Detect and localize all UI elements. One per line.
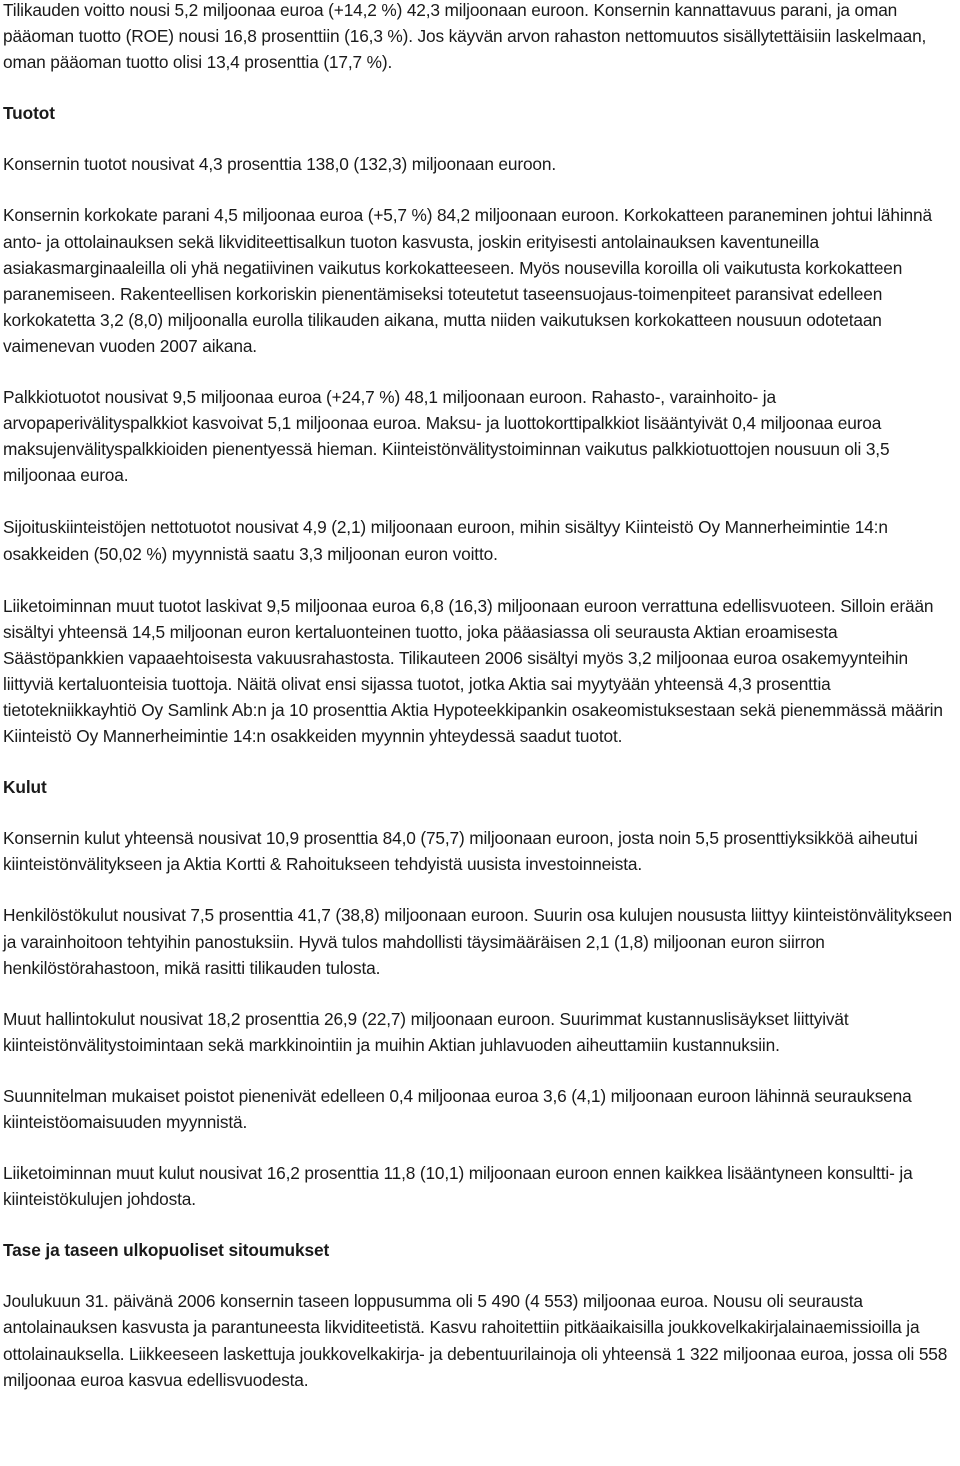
paragraph-staff-costs: Henkilöstökulut nousivat 7,5 prosenttia 41,7 (38,8) miljoonaan euroon. Suurin osa kulujen noususta liittyy kiinteistönvälitykseen ja varainhoitoon tehtyihin panostuksiin. Hyvä tulos mahdollisti täysimääräisen 2,1 (1,8) miljoonan euron siirron henkilöstörahastoon, mikä rasitti tilikauden tulosta. [3,905,952,978]
heading-tuotot: Tuotot [3,103,55,124]
paragraph-commission-income: Palkkiotuotot nousivat 9,5 miljoonaa euroa (+24,7 %) 48,1 miljoonaan euroon. Rahasto-, varainhoito- ja arvopaperivälityspalkkiot kasvoivat 5,1 miljoonaa euroa. Maksu- ja luottokorttipalkkiot lisääntyivät 0,4 miljoonaa euroa maksujenvälityspalkkioiden pienentyessä hieman. Kiinteistönvälitystoiminnan vaikutus palkkiotuottojen nousuun oli 3,5 miljoonaa euroa. [3,387,890,486]
paragraph-other-operating-income: Liiketoiminnan muut tuotot laskivat 9,5 miljoonaa euroa 6,8 (16,3) miljoonaan euroon verrattuna edellisvuoteen. Silloin erään sisältyi yhteensä 14,5 miljoonan euron kertaluonteinen tuotto, joka pääasiassa oli seurausta Aktian eroamisesta Säästöpankkien vapaaehtoisesta vakuusrahastosta. Tilikauteen 2006 sisältyi myös 3,2 miljoonaa euroa osakemyynteihin liittyviä kertaluonteisia tuottoja. Näitä olivat ensi sijassa tuotot, jotka Aktia sai myytyään yhteensä 4,3 prosenttia tietotekniikkayhtiö Oy Samlink Ab:n ja 10 prosenttia Aktia Hypoteekkipankin osakeomistuksestaan sekä pienemmässä määrin Kiinteistö Oy Mannerheimintie 14:n osakkeiden myynnin yhteydessä saadut tuotot. [3,595,943,747]
paragraph-income: Konsernin tuotot nousivat 4,3 prosenttia 138,0 (132,3) miljoonaan euroon. [3,154,556,175]
paragraph-balance-sheet-total: Joulukuun 31. päivänä 2006 konsernin taseen loppusumma oli 5 490 (4 553) miljoonaa euroa. Nousu oli seurausta antolainauksen kasvusta ja parantuneesta likviditeetistä. Kasvu rahoitettiin pitkäaikaisilla joukkovelkakirjalainaemissioilla ja ottolainauksella. Liikkeeseen laskettuja joukkovelkakirja- ja debentuurilainoja oli yhteensä 1 322 miljoonaa euroa, jossa oli 558 miljoonaa euroa kasvua edellisvuodesta. [3,1291,948,1390]
heading-kulut: Kulut [3,777,47,798]
heading-balance-sheet: Tase ja taseen ulkopuoliset sitoumukset [3,1240,330,1261]
paragraph-interest-margin: Konsernin korkokate parani 4,5 miljoonaa euroa (+5,7 %) 84,2 miljoonaan euroon. Korkokatteen paraneminen johtui lähinnä anto- ja ottolainauksen sekä likviditeettisalkun tuoton kasvusta, joskin erityisesti antolainauksen kaventuneilla asiakasmarginaaleilla oli yhä negatiivinen vaikutus korkokatteeseen. Myös nousevilla koroilla oli vaikutusta korkokatteen paranemiseen. Rakenteellisen korkoriskin pienentämiseksi toteutetut taseensuojaus-toimenpiteet paransivat edelleen korkokatetta 3,2 (8,0) miljoonalla eurolla tilikauden aikana, mutta niiden vaikutuksen korkokatteen nousuun odotetaan vaimenevan vuoden 2007 aikana. [3,205,932,356]
paragraph-admin-expenses: Muut hallintokulut nousivat 18,2 prosenttia 26,9 (22,7) miljoonaan euroon. Suurimmat kustannuslisäykset liittyivät kiinteistönvälitystoimintaan sekä markkinointiin ja muihin Aktian juhlavuoden aiheuttamiin kustannuksiin. [3,1008,849,1055]
paragraph-other-operating-expenses: Liiketoiminnan muut kulut nousivat 16,2 prosenttia 11,8 (10,1) miljoonaan euroon ennen kaikkea lisääntyneen konsultti- ja kiinteistökulujen johdosta. [3,1163,913,1210]
document-page [3,0,957,1393]
paragraph-net-profit: Tilikauden voitto nousi 5,2 miljoonaa euroa (+14,2 %) 42,3 miljoonaan euroon. Konsernin kannattavuus parani, ja oman pääoman tuotto (ROE) nousi 16,8 prosenttiin (16,3 %). Jos käyvän arvon rahaston nettomuutos sisällytettäisiin laskelmaan, oman pääoman tuotto olisi 13,4 prosenttia (17,7 %). [3,0,927,73]
paragraph-total-expenses: Konsernin kulut yhteensä nousivat 10,9 prosenttia 84,0 (75,7) miljoonaan euroon, josta noin 5,5 prosenttiyksikköä aiheutui kiinteistönvälitykseen ja Aktia Kortti & Rahoitukseen tehdyistä uusista investoinneista. [3,828,918,875]
paragraph-investment-property: Sijoituskiinteistöjen nettotuotot nousivat 4,9 (2,1) miljoonaan euroon, mihin sisältyy Kiinteistö Oy Mannerheimintie 14:n osakkeiden (50,02 %) myynnistä saatu 3,3 miljoonan euron voitto. [3,517,888,564]
paragraph-depreciation: Suunnitelman mukaiset poistot pienenivät edelleen 0,4 miljoonaa euroa 3,6 (4,1) miljoonaan euroon lähinnä seurauksena kiinteistöomaisuuden myynnistä. [3,1085,912,1132]
